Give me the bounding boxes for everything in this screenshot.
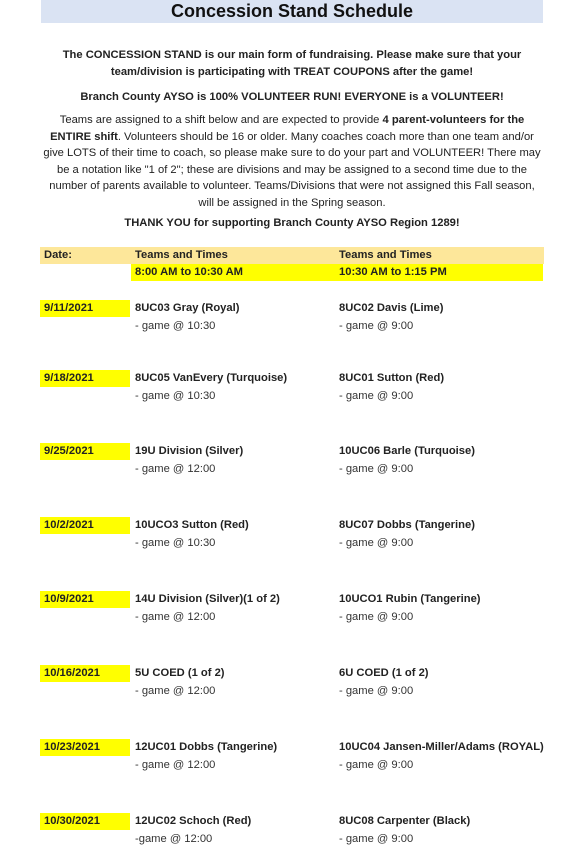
intro-fundraising [40, 47, 544, 80]
row-date: 9/11/2021 [40, 300, 130, 317]
shift2-team: 10UC06 Barle (Turquoise) [339, 445, 475, 457]
shift1-game-time: - game @ 12:00 [135, 685, 216, 697]
shift1-team: 12UC01 Dobbs (Tangerine) [135, 741, 278, 753]
schedule-header-row [40, 247, 544, 264]
shift1-team: 8UC03 Gray (Royal) [135, 302, 240, 314]
shift2-game-time: - game @ 9:00 [339, 390, 414, 402]
shift2-game-time: - game @ 9:00 [339, 759, 414, 771]
shift2-game-time: - game @ 9:00 [339, 463, 414, 475]
shift1-team: 19U Division (Silver) [135, 445, 244, 457]
shift2-game-time: - game @ 9:00 [339, 833, 414, 845]
row-date: 9/18/2021 [40, 370, 130, 387]
shift2-team: 10UC04 Jansen-Miller/Adams (ROYAL) [339, 741, 544, 753]
intro-shift-text-b: . Volunteers should be 16 or older. Many coaches coach more than one team and/or give LOTS of their time to coach, so please make sure to do your part and VOLUNTEER! There may be a notation like "1 of 2"; these are divisions and may be assigned to a second time due to the number of parents available to volunteer. Teams/Divisions that were not assigned this Fall season, will be assigned in the Spring season. [43, 130, 541, 209]
intro-shift-instructions [40, 112, 544, 211]
intro-volunteer [40, 89, 544, 106]
shift2-game-time: - game @ 9:00 [339, 685, 414, 697]
intro-fundraising-text: The CONCESSION STAND is our main form of fundraising. Please make sure that your team/division is participating with TREAT COUPONS after the game! [62, 49, 522, 78]
shift2-team: 8UC01 Sutton (Red) [339, 372, 445, 384]
intro-thanks-text: THANK YOU for supporting Branch County AYSO Region 1289! [124, 217, 460, 229]
shift2-team: 10UCO1 Rubin (Tangerine) [339, 593, 481, 605]
shift1-game-time: - game @ 12:00 [135, 463, 216, 475]
shift1-team: 8UC05 VanEvery (Turquoise) [135, 372, 288, 384]
shift1-game-time: - game @ 12:00 [135, 759, 216, 771]
intro-shift-paragraph [40, 112, 544, 211]
shift2-game-time: - game @ 9:00 [339, 611, 414, 623]
shift2-game-time: - game @ 9:00 [339, 320, 414, 332]
shift1-time: 8:00 AM to 10:30 AM [135, 266, 243, 278]
shift2-team: 8UC07 Dobbs (Tangerine) [339, 519, 475, 531]
shift1-team: 14U Division (Silver)(1 of 2) [135, 593, 280, 605]
shift2-game-time: - game @ 9:00 [339, 537, 414, 549]
intro-shift-text-a: Teams are assigned to a shift below and are expected to provide [59, 114, 383, 126]
intro-shift-bold: 4 parent-volunteers for the ENTIRE shift [50, 114, 525, 143]
shift1-game-time: - game @ 10:30 [135, 390, 216, 402]
header-date-label: Date: [44, 249, 72, 261]
shift2-team: 8UC02 Davis (Lime) [339, 302, 444, 314]
shift2-time: 10:30 AM to 1:15 PM [339, 266, 447, 278]
row-date: 10/16/2021 [40, 665, 130, 682]
shift2-team: 6U COED (1 of 2) [339, 667, 429, 679]
row-date: 10/30/2021 [40, 813, 130, 830]
shift1-game-time: - game @ 10:30 [135, 320, 216, 332]
shift1-game-time: - game @ 10:30 [135, 537, 216, 549]
header-col2-label: Teams and Times [339, 249, 432, 261]
intro-thanks [40, 215, 544, 232]
header-col1-label: Teams and Times [135, 249, 228, 261]
row-date: 10/2/2021 [40, 517, 130, 534]
shift2-team: 8UC08 Carpenter (Black) [339, 815, 471, 827]
shift1-team: 12UC02 Schoch (Red) [135, 815, 252, 827]
page-title: Concession Stand Schedule [41, 0, 543, 23]
shift1-game-time: - game @ 12:00 [135, 611, 216, 623]
row-date: 10/9/2021 [40, 591, 130, 608]
intro-volunteer-text: Branch County AYSO is 100% VOLUNTEER RUN! EVERYONE is a VOLUNTEER! [80, 91, 504, 103]
row-date: 10/23/2021 [40, 739, 130, 756]
shift1-game-time: -game @ 12:00 [135, 833, 213, 845]
shift1-team: 5U COED (1 of 2) [135, 667, 225, 679]
row-date: 9/25/2021 [40, 443, 130, 460]
shift1-team: 10UCO3 Sutton (Red) [135, 519, 249, 531]
